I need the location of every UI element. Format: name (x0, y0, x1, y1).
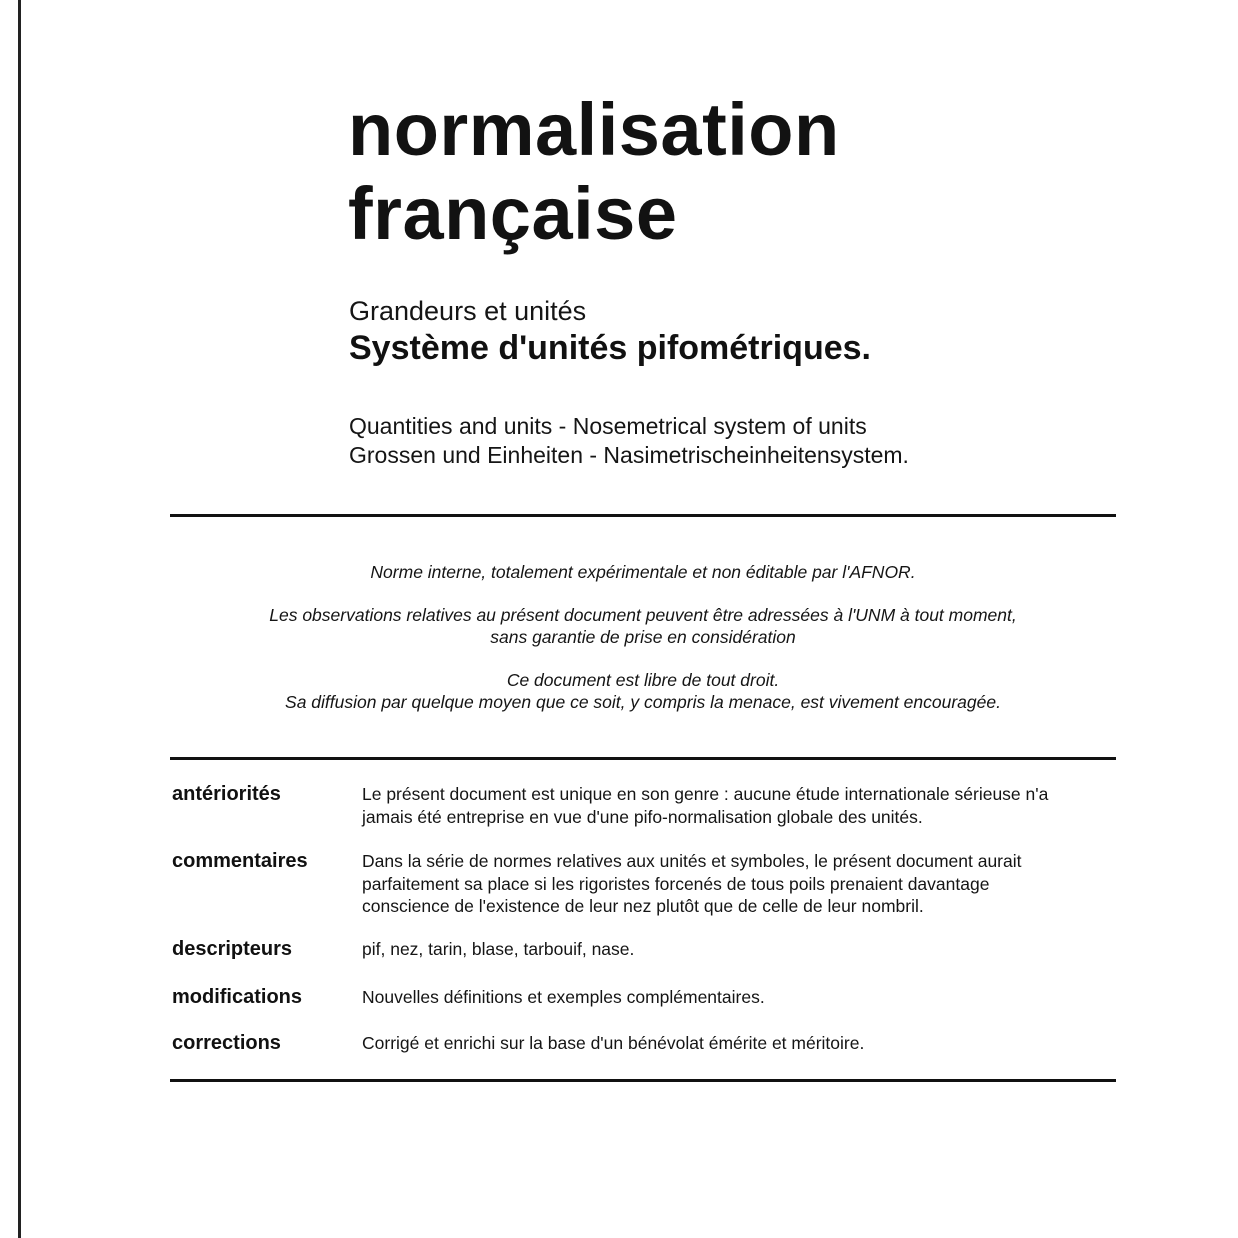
divider-top (170, 514, 1116, 517)
metadata-value-line: Le présent document est unique en son genre : aucune étude internationale sérieuse n'a (362, 784, 1049, 804)
title-en: Quantities and units - Nosemetrical system of units (349, 413, 867, 439)
notice-internal (170, 561, 1116, 583)
metadata-value-line: jamais été entreprise en vue d'une pifo-normalisation globale des unités. (362, 806, 923, 827)
metadata-value (362, 986, 1116, 1009)
brand-line-normalisation: normalisation (348, 88, 840, 171)
metadata-value (362, 938, 1116, 961)
metadata-value-line: pif, nez, tarin, blase, tarbouif, nase. (362, 939, 635, 959)
divider-middle (170, 757, 1116, 760)
metadata-value-line: Dans la série de normes relatives aux unités et symboles, le présent document aurait (362, 851, 1022, 871)
brand-title (348, 88, 840, 256)
title-fr: Système d'unités pifométriques. (349, 329, 871, 367)
brand-line-francaise: française (348, 172, 678, 255)
metadata-value-line: parfaitement sa place si les rigoristes forcenés de tous poils prenaient davantage (362, 873, 990, 894)
notice-rights-line-1: Ce document est libre de tout droit. (506, 670, 780, 690)
metadata-label: corrections (172, 1032, 281, 1054)
notice-rights (170, 669, 1116, 713)
notice-rights-line-2: Sa diffusion par quelque moyen que ce soit, y compris la menace, est vivement encouragée. (285, 692, 1001, 712)
metadata-value-line: conscience de l'existence de leur nez plutôt que de celle de leur nombril. (362, 896, 924, 916)
notice-observations-line-2: sans garantie de prise en considération (490, 627, 796, 647)
metadata-value (362, 850, 1116, 918)
divider-bottom (170, 1079, 1116, 1082)
subtitle-fr: Grandeurs et unités (349, 296, 587, 326)
notice-observations-line-1: Les observations relatives au présent document peuvent être adressées à l'UNM à tout moment, (269, 605, 1017, 625)
metadata-label: commentaires (172, 850, 308, 872)
scan-edge-line (18, 0, 21, 1238)
metadata-value (362, 783, 1116, 828)
metadata-label: descripteurs (172, 938, 293, 960)
notice-observations (170, 604, 1116, 648)
metadata-value-line: Corrigé et enrichi sur la base d'un bénévolat émérite et méritoire. (362, 1033, 865, 1053)
metadata-value (362, 1032, 1116, 1055)
notice-internal-text: Norme interne, totalement expérimentale et non éditable par l'AFNOR. (370, 562, 916, 582)
metadata-value-line: Nouvelles définitions et exemples complémentaires. (362, 987, 765, 1007)
document-titles (349, 295, 871, 369)
title-translations (349, 412, 909, 470)
metadata-label: antériorités (172, 783, 281, 805)
metadata-label: modifications (172, 986, 303, 1008)
title-de: Grossen und Einheiten - Nasimetrischeinheitensystem. (349, 442, 909, 468)
